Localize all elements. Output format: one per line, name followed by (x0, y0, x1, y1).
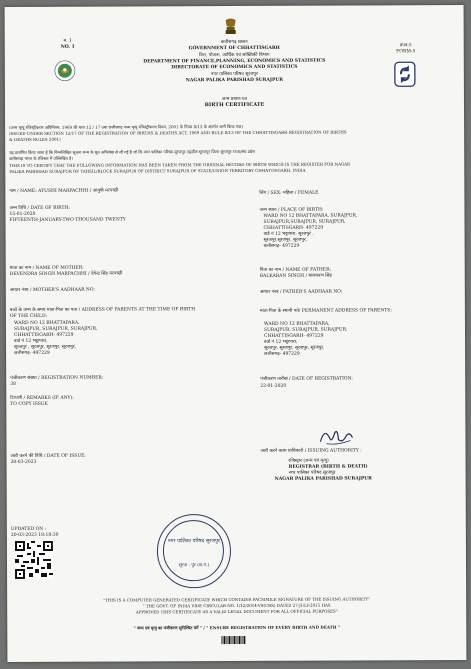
addr-birth-line: सूरजपुर , सूरजपुर, सूरजपुर, सूरजपुर, (14, 344, 76, 350)
updated-on: 20-03-2023 18:18:30 (10, 532, 59, 538)
form-right: FORM-5 (396, 49, 416, 55)
authority-line: REGISTRAR (BIRTH & DEATH) (288, 464, 368, 470)
father-aadhaar: आधार नंबर / FATHER'S AADHAAR NO: (259, 289, 343, 295)
reg-date-label: पंजीकरण तारीख / DATE OF REGISTRATION: (260, 376, 353, 382)
footer-line4: " जन्म एवं मृत्यु का पंजीकरण सुनिश्चित करें " / " ENSURE REGISTRATION OF EVERY BIRTH AND DEATH " (133, 624, 340, 631)
footer-line3: APPROVED THIS CERTIFICATE AS A VALID LEGAL DOCUMENT FOR ALL OFFICIAL PURPOSES" (135, 608, 338, 615)
updated-label: UPDATED ON : (10, 526, 47, 532)
issued-under-line1: ISSUED UNDER SECTION 12/17 OF THE REGISTRATION OF BIRTHS & DEATHS ACT, 1969 AND RULE 8/13 OF THE CHHATTISGARH REGISTRATION OF BIRTHS (9, 129, 347, 136)
certify-line2: PALIKA PARISHAD SURAJPUR OF TAHSIL/BLOCK SURAJPUR OF DISTRICT SURAJPUR OF STATE/UNION TERRITORY CHHATTISGARH, INDIA (9, 167, 306, 174)
mother-label: माता का नाम / NAME OF MOTHER: (9, 265, 84, 271)
birth-certificate-paper (5, 5, 467, 662)
addr-perm-line: छत्तीसगढ़- 497229 (264, 351, 300, 357)
remarks-value: TO COPY ISSUE (10, 401, 48, 407)
addr-perm-line: WARD NO 12 BHATTAPARA, (263, 321, 330, 327)
dept-title: DEPARTMENT OF FINANCE,PLANNING, ECONOMICS AND STATISTICS (143, 58, 326, 65)
certify-hindi-line2: छत्तीसगढ़ भारत के रजिस्टर में उल्लिखित है। (9, 155, 73, 161)
authority-line: नगर पालिका परिषद सूरजपुर (288, 470, 336, 476)
pob-line: छत्तीसगढ़- 497229 (263, 243, 300, 249)
addr-perm-line: सूरजपुर, सूरजपुर, सूरजपुर, सूरजपुर, (264, 345, 325, 351)
remarks-label: टिप्पणी / REMARKS (IF ANY): (10, 395, 74, 401)
national-emblem-icon (223, 18, 239, 36)
addr-birth-line: वार्ड नं 12 भट्ठापारा, (14, 338, 48, 344)
crs-logo-icon (394, 61, 416, 87)
form-left: NO. 1 (60, 44, 75, 50)
pob-label: जन्म स्थान / PLACE OF BIRTH: (259, 207, 324, 213)
addr-birth-label: बच्चे के जन्म के समय माता-पिता का पता / ADDRESS OF PARENTS AT THE TIME OF BIRTH (9, 307, 196, 313)
mother-aadhaar: आधार नंबर / MOTHER'S AADHAAR NO: (9, 287, 96, 293)
authority-label: जारी करने वाला प्राधिकारी / ISSUING AUTHORITY : (260, 448, 362, 454)
issued-under-line2: & DEATHS RULES 2001) (9, 136, 61, 142)
certify-line1: THIS IS TO CERTIFY THAT THE FOLLOWING INFORMATION HAS BEEN TAKEN FROM THE ORIGINAL RECORD OF BIRTH WHICH IS THE REGISTER FOR NAGAR (9, 161, 351, 168)
cert-title: BIRTH CERTIFICATE (204, 101, 265, 109)
authority-line: रजिस्ट्रार (जन्म एवं मृत्यु) (288, 458, 329, 464)
mother-name: DEVENDRA SINGH MARPACHHI / देवेन्द्र सिंह मरपच्छी (9, 271, 123, 277)
footer-line2: " THE GOVT. OF INDIA VIDE CIRCULAR NO. 1/12/2014-VS(CRS) DATED 27-JULY-2015 HAS (142, 602, 331, 609)
addr-birth-line: SURAJPUR, SURAJPUR, SURAJPUR, (13, 326, 98, 332)
addr-birth-line: CHHATTISGARH- 497229 (13, 332, 74, 338)
certify-hindi-line1: यह प्रमाणित किया जाता है कि निम्नलिखित सूचना जन्म के मूल अभिलेख से ली गई है जो कि नगर पालिका परिषद सूरजपुर तहसील सूरजपुर जिला सूरजपुर राज्य/संघ प्रदेश (9, 148, 255, 155)
reg-no-label: पंजीकरण संख्या / REGISTRATION NUMBER: (10, 375, 104, 381)
authority-signature (316, 425, 356, 447)
qr-code (15, 541, 53, 579)
seal-text: नगर पालिका परिषद सूरजपुर (167, 538, 220, 545)
father-label: पिता का नाम / NAME OF FATHER: (259, 267, 332, 273)
father-name: BALKARAN SINGH / बालकरण सिंह (259, 273, 332, 279)
reg-date: 22-01-2020 (260, 383, 287, 389)
name-field: नाम / NAME: AYUSHI MARPACHHI / आयुषी मरपच्छी (9, 188, 119, 194)
form-right-hindi: प्रपत्र-5 (399, 43, 412, 49)
addr-birth-line: छत्तीसगढ़- 497229 (14, 350, 50, 356)
addr-perm-line: SURAJPUR, SURAJPUR, SURAJPUR, (263, 327, 348, 333)
addr-birth-label2: OF THE CHILD: (9, 313, 48, 319)
sex-field: लिंग / SEX: महिला / FEMALE (259, 190, 319, 196)
govt-hindi: छत्तीसगढ़ शासन (220, 39, 248, 46)
dob-value: 15-01-2020 (9, 211, 36, 217)
addr-perm-label: माता-पिता के स्थायी पते/ PERMANENT ADDRESS OF PARENTS: (259, 308, 392, 314)
chhattisgarh-logo-icon (54, 60, 76, 82)
pob-line: सूरजपुर,सूरजपुर, सूरजपुर, (263, 237, 308, 243)
barcode (221, 636, 245, 644)
issued-under-hindi: (जन्म मृत्यु रजिस्ट्रीकरण अधिनियम, 1969 की धारा 12 / 17 तथा छत्तीसगढ़ जन्म मृत्यु रजिस्ट्रीकरण नियम, 2001 के नियम 8/13 के अंतर्गत जारी किया गया) (9, 123, 244, 130)
dob-words: FIFTEENTH-JANUARY-TWO THOUSAND TWENTY (9, 217, 126, 223)
form-left-number: म. 1 (63, 38, 72, 44)
dob-label: जन्म तिथि / DATE OF BIRTH: (9, 205, 70, 211)
reg-no: 38 (10, 381, 16, 387)
govt-title: GOVERNMENT OF CHHATTISGARH (188, 45, 280, 52)
pob-line: वार्ड नं 12 भट्ठापारा, सूरजपुर , (263, 231, 314, 237)
dept-hindi: वित्त, योजना, आर्थिक एवं सांख्यिकी विभाग (199, 52, 270, 59)
pob-line: WARD NO 12 BHATTAPARA, SURAJPUR, (263, 213, 358, 219)
directorate-title: DIRECTORATE OF ECONOMICS AND STATISTICS (171, 64, 298, 71)
official-seal (157, 514, 231, 588)
issue-date-label: जारी करने की तिथि / DATE OF ISSUE: (10, 453, 86, 459)
pob-line: SURAJPUR,SURAJPUR, SURAJPUR, (263, 219, 346, 225)
cert-title-hindi: जन्म प्रमाण-पत्र (221, 96, 248, 103)
np-title: NAGAR PALIKA PARISHAD SURAJPUR (185, 77, 284, 84)
addr-perm-line: CHHATTISGARH- 497229 (264, 333, 324, 339)
footer-line1: "THIS IS A COMPUTER GENERATED CERTIFICATE WHICH CONTAINS FACSIMILE SIGNATURE OF THE ISSUING AUTHORITY" (103, 596, 370, 603)
addr-perm-line: वार्ड नं 12 भट्ठापारा, (264, 339, 298, 345)
addr-birth-line: WARD NO 12 BHATTAPARA, (13, 320, 80, 326)
seal-text-bottom: सूरज - पुर (छ.ग.) (178, 563, 210, 569)
issue-date: 20-03-2023 (10, 459, 37, 465)
pob-line: CHHATTISGARH- 497229 (263, 225, 324, 231)
np-hindi: नगर पालिका परिषद सूरजपुर (210, 71, 258, 78)
authority-line: NAGAR PALIKA PARISHAD SURAJPUR (274, 476, 372, 482)
